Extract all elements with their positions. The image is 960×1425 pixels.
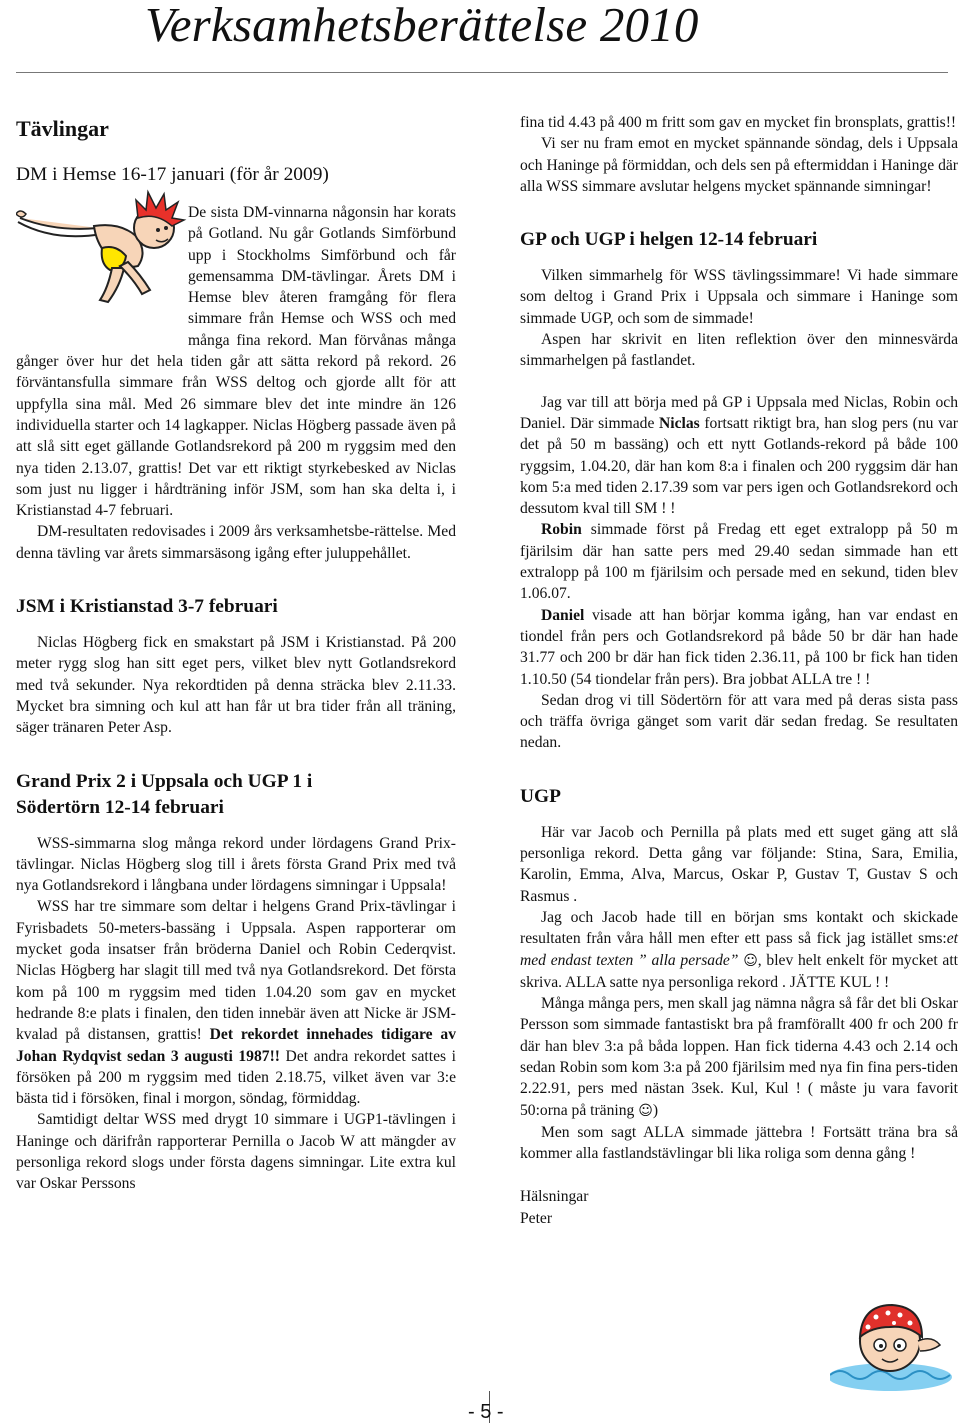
name-niclas: Niclas <box>659 414 700 432</box>
paragraph-ugp-1: Här var Jacob och Pernilla på plats med ett suget gäng att slå personliga rekord. Detta gång var följande: Stina, Sara, Emilia, Karolin, Emma, Alva, Marcus, Oskar P, Gustav T, Gustav S och Rasmus . <box>520 823 958 905</box>
paragraph-gp-2-b: Det andra rekordet sattes i försöken på 200 m ryggsim med tiden 2.18.75, vilket även var 3:e bästa tid i försöken, final i morgon, söndag, förmiddag. <box>16 1047 456 1108</box>
paragraph-gp-2-a: WSS har tre simmare som deltar i helgens Grand Prix-tävlingar i Fyrisbadets 50-meters-bassäng i Uppsala. Aspen rapporterar om mycket goda insatser från bröderna Daniel och Robin Cederqvist. Niclas Högberg har slagit till med två nya Gotlandsrekord. Det första kom på 100 m ryggsim med tiden 1.04.20 som gav en mycket hedrande 8:e plats i finalen, den tiden innebär även att Nicke är JSM-kvalad på distansen, grattis! <box>16 898 456 1044</box>
paragraph-ugp-2-a: Jag och Jacob hade till en början sms kontakt och skickade resultaten från våra håll men efter ett pass så fick jag istället sms: <box>520 908 958 948</box>
heading-jsm: JSM i Kristianstad 3-7 februari <box>16 596 278 618</box>
paragraph-gp-3: Samtidigt deltar WSS med drygt 10 simmare i UGP1-tävlingen i Haninge och därifrån rapporterar Pernilla o Jacob W att mängder av personliga rekord slogs under första dagens simningar. Lite extra kul var Oskar Perssons <box>16 1111 456 1193</box>
paragraph-gp-2 <box>16 896 456 1109</box>
heading-dm-hemse: DM i Hemse 16-17 januari (för år 2009) <box>16 164 329 185</box>
smiley-icon: ☺ <box>638 1102 653 1119</box>
signature <box>520 1186 958 1229</box>
paragraph-gpugp-2: Aspen har skrivit en liten reflektion över den minnesvärda simmarhelgen på fastlandet. <box>520 331 958 370</box>
signature-greeting: Hälsningar <box>520 1188 589 1206</box>
heading-grand-prix-line1: Grand Prix 2 i Uppsala och UGP 1 i <box>16 770 313 792</box>
paragraph-asp-1-a: Jag var till att börja med på GP i Uppsala med Niclas, Robin och Daniel. Där simmade <box>520 393 958 432</box>
heading-grand-prix-line2: Södertörn 12-14 februari <box>16 796 224 818</box>
smiley-icon: ☺ <box>743 952 758 969</box>
diving-swimmer-icon <box>16 170 188 310</box>
heading-grand-prix <box>16 769 456 821</box>
paragraph-jsm-1: Niclas Högberg fick en smakstart på JSM i Kristianstad. På 200 meter rygg slog han sitt eget pers, vilket blev nytt Gotlandsrekord med två sekunder. Nya rekordtiden på denna sträcka blev 2.11.33. Mycket bra simning och kul att han får ut bra tider från all träning, säger tränaren Peter Asp. <box>16 634 456 737</box>
title-rule <box>16 72 948 73</box>
swimmer-cap-icon <box>830 1285 960 1395</box>
paragraph-ugp-3 <box>520 993 958 1122</box>
page-number: - 5 - <box>468 1401 504 1423</box>
paragraph-gp-2-bold: Det rekordet innehades tidigare av Johan Rydqvist sedan 3 augusti 1987!! <box>16 1026 457 1065</box>
document-title: Verksamhetsberättelse 2010 <box>145 0 699 52</box>
paragraph-gp-1: WSS-simmarna slog många rekord under lördagens Grand Prix-tävlingar. Niclas Högberg slog till i årets första Grand Prix med två nya Gotlandsrekord i långbana under lördagens simningar i Uppsala! <box>16 834 456 895</box>
left-column <box>16 112 456 1195</box>
signature-name: Peter <box>520 1209 553 1227</box>
paragraph-asp-2 <box>520 519 958 604</box>
name-daniel: Daniel <box>541 606 585 624</box>
paragraph-ugp-3-b: ) <box>652 1101 659 1119</box>
paragraph-asp-3 <box>520 605 958 690</box>
paragraph-ugp-2-italic: et med endast texten ” alla persade” <box>520 930 958 969</box>
paragraph-ugp-3-a: Många många pers, men skall jag nämna några så får det bli Oskar Persson som simmade fantastiskt bra på framförallt 400 fr och 200 fr där han blev 3:a på båda loppen. Han fick tiderna 4.43 och 2.14 och sedan Robin som kom 3:a på 200 fjärilsim med nya fin fina pers-tiden 2.22.91, pers med nästan 3sek. Kul, Kul ! ( måste ju vara favorit 50:orna på träning <box>520 995 958 1119</box>
paragraph-ugp-2-b: , blev helt enkelt för mycket att skriva. ALLA satte nya personliga rekord . JÄTTE KUL ! ! <box>520 951 958 991</box>
paragraph-asp-4: Sedan drog vi till Södertörn för att vara med på deras sista pass och träffa övriga gänget som varit där sedan fredag. Se resultaten nedan. <box>520 691 958 752</box>
paragraph-asp-3-text: visade att han börjar komma igång, han var endast en tiondel från pers och Gotlandsrekord på både 50 br där han hade 31.77 och 200 br där han fick tiden 2.36.11, på 100 br fick han tiden 1.10.50 (54 tiondelar från pers). Bra jobbat ALLA tre ! ! <box>520 606 958 688</box>
paragraph-asp-2-text: simmade först på Fredag ett eget extralopp på 50 m fjärilsim där han satte pers med 29.40 sedan simmade han ett extralopp på 100 m fjärilsim och persade med en sekund, tiden blev 1.06.07. <box>520 521 958 603</box>
paragraph-dm-1: De sista DM-vinnarna någonsin har korats på Gotland. Nu går Gotlands Simförbund upp i Stockholms Simförbund och får gemensamma DM-tävlingar. Årets DM i Hemse blev återen framgång för flera simmare från Hemse och WSS och med många fina rekord. Man förvånas många gånger över hur det hela tiden går att sätta rekord på rekord. 26 förväntansfulla simmare från WSS deltog och gjorde allt för att uppfylla sina mål. Med 26 simmare blev det inte mindre än 126 individuella starter och 14 lagkapper. Niclas Högberg passade även på att slå sitt eget gällande Gotlandsrekord på 200 m ryggsim med den nya tiden 2.13.07, grattis! Det var ett riktigt styrkebesked av Niclas som just nu ligger i hårdträning inför JSM, som han ska delta i, i Kristianstad 4-7 februari. <box>16 204 456 520</box>
right-column <box>520 112 958 1229</box>
name-robin: Robin <box>541 521 582 539</box>
paragraph-gpugp-1: Vilken simmarhelg för WSS tävlingssimmare! Vi hade simmare som deltog i Grand Prix i Uppsala och simmare i Haninge som simmade UGP, och som de simmade! <box>520 267 958 327</box>
paragraph-cont-1: fina tid 4.43 på 400 m fritt som gav en mycket fin bronsplats, grattis!! <box>520 114 957 131</box>
paragraph-asp-1 <box>520 392 958 520</box>
paragraph-cont-2: Vi ser nu fram emot en mycket spännande söndag, dels i Uppsala och Haninge på förmiddan, och dels sen på eftermiddan i Haninge där alla WSS simmare avslutar helgens mycket spännande simningar! <box>520 135 958 195</box>
paragraph-asp-1-b: fortsatt riktigt bra, han slog pers (nu var det på 50 m bassäng) och ett nytt Gotlands-rekord på både 100 ryggsim, 1.04.20, där han kom 8:a i finalen och 200 ryggsim där han kom 5:a med tiden 2.17.39 som var pers igen och Gotlandsrekord och dessutom kval till SM ! ! <box>520 414 958 518</box>
paragraph-ugp-2 <box>520 907 958 993</box>
section-heading-tavlingar: Tävlingar <box>16 116 109 141</box>
heading-ugp: UGP <box>520 785 561 807</box>
spacer <box>520 372 958 392</box>
paragraph-dm-2: DM-resultaten redovisades i 2009 års verksamhetsbe-rättelse. Med denna tävling var årets simmarsäsong igång efter juluppehållet. <box>16 523 456 562</box>
swimmer-illustration <box>16 170 188 340</box>
paragraph-ugp-4: Men som sagt ALLA simmade jättebra ! Fortsätt träna bra så kommer alla fastlandstävlingar bli lika roliga som denna gång ! <box>520 1123 958 1163</box>
heading-gp-ugp: GP och UGP i helgen 12-14 februari <box>520 229 818 251</box>
